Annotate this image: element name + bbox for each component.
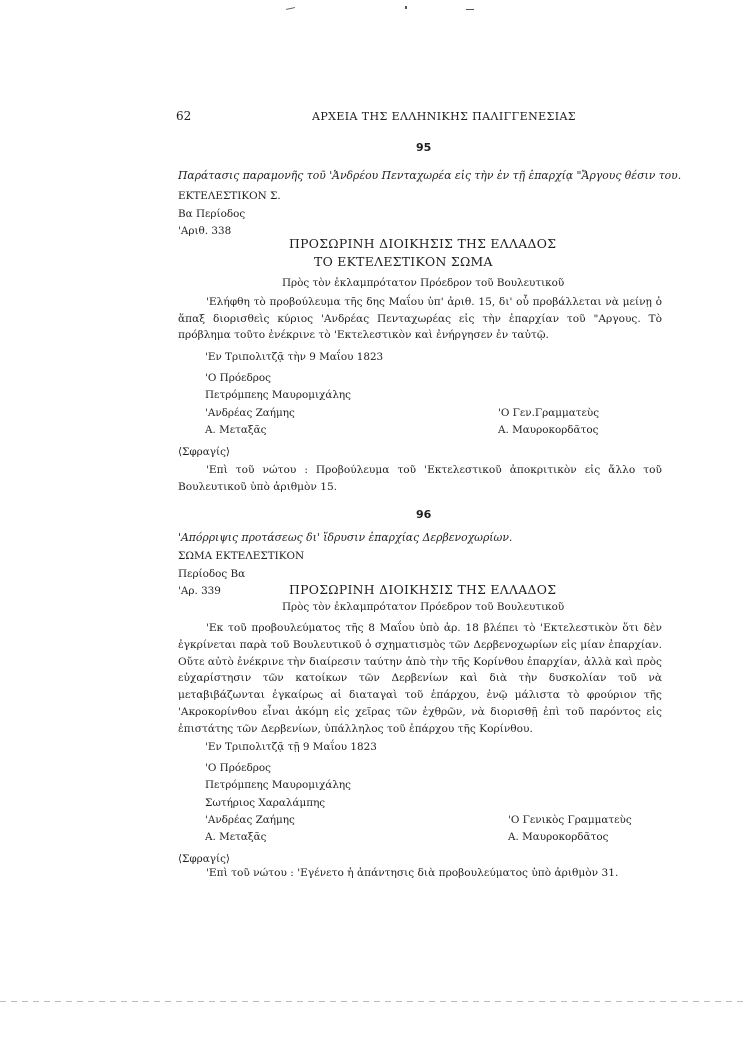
scan-mark <box>466 9 474 10</box>
addressee: Πρὸς τὸν ἐκλαμπρότατον Πρόεδρον τοῦ Βουλευτικοῦ <box>282 601 565 613</box>
body-text: 'Ελήφθη τὸ προβούλευμα τῆς δης Μαΐου ὑπ' ἀριθ. 15, δι' οὗ προβάλλεται νὰ μείνῃ ὁ ἅπαξ διορισθεὶς κύριος 'Ανδρέας Πενταχωρέας εἰς τὴν ἐπαρχίαν τοῦ "Αργους. Τὸ πρόβλημα τοῦτο ἐνέκρινε τὸ 'Εκτελεστικὸν καὶ ἐνήργησεν ἐν ταὐτῷ. <box>178 296 662 341</box>
period-line: Βα Περίοδος <box>178 208 246 220</box>
signatory-title: 'Ο Πρόεδρος <box>205 372 271 384</box>
document-number: 96 <box>416 508 432 521</box>
signatory-title: 'Ο Πρόεδρος <box>205 762 271 774</box>
verso-text: 'Επὶ τοῦ νώτου : Προβούλευμα τοῦ 'Εκτελεστικοῦ ἀποκριτικὸν εἰς ἄλλο τοῦ Βουλευτικοῦ ὑπὸ ἀριθμὸν 15. <box>178 464 662 493</box>
signatory-name: Πετρόμπεης Μαυρομιχάλης <box>205 779 351 791</box>
addressee: Πρὸς τὸν ἐκλαμπρότατον Πρόεδρον τοῦ Βουλευτικοῦ <box>282 277 565 289</box>
seal-note: ⟨Σφραγίς⟩ <box>178 853 230 865</box>
running-title: ΑΡΧΕΙΑ ΤΗΣ ΕΛΛΗΝΙΚΗΣ ΠΑΛΙΓΓΕΝΕΣΙΑΣ <box>312 110 576 123</box>
scan-mark <box>405 6 407 9</box>
signatory-name: Α. Μεταξᾶς <box>205 831 267 843</box>
document-summary: 'Απόρριψις προτάσεως δι' ἵδρυσιν ἐπαρχίας Δερβενοχωρίων. <box>178 531 513 544</box>
seal-note: ⟨Σφραγίς⟩ <box>178 446 230 458</box>
sender-line: ΣΩΜΑ ΕΚΤΕΛΕΣΤΙΚΟΝ <box>178 550 305 562</box>
signatory-name: Α. Μεταξᾶς <box>205 424 267 436</box>
secretary-title: 'Ο Γεν.Γραμματεὺς <box>498 407 600 419</box>
letter-body <box>178 620 662 738</box>
period-line: Περίοδος Βα <box>178 568 246 580</box>
reference-number: 'Αρ. 339 <box>178 585 221 597</box>
secretary-title: 'Ο Γενικὸς Γραμματεὺς <box>508 814 632 826</box>
signatory-name: 'Ανδρέας Ζαήμης <box>205 407 295 419</box>
heading: ΠΡΟΣΩΡΙΝΗ ΔΙΟΙΚΗΣΙΣ ΤΗΣ ΕΛΛΑΔΟΣ <box>289 236 557 251</box>
body-text: 'Εκ τοῦ προβουλεύματος τῆς 8 Μαΐου ὑπὸ ἀρ. 18 βλέπει τὸ 'Εκτελεστικὸν ὅτι δὲν ἐγκρίνεται παρὰ τοῦ Βουλευτικοῦ ὁ σχηματισμὸς τῶν Δερβενοχωρίων εἰς μίαν ἐπαρχίαν. Οὔτε αὐτὸ ἐνέκρινε τὴν διαίρεσιν ταύτην ἀπὸ τὴν τῆς Κορίνθου ἐπαρχίαν, ἀλλὰ καὶ πρὸς εὐχαρίστησιν τῶν κατοίκων τῶν Δερβενίων καὶ διὰ τὴν δυσκολίαν τοῦ νὰ μεταβιβάζωνται ἐγκαίρως αἱ διαταγαὶ τοῦ ἐπάρχου, ἐνῷ μάλιστα τὸ φρούριον τῆς 'Ακροκορίνθου εἶναι ἀκόμη εἰς χεῖρας τῶν ἐχθρῶν, νὰ διορισθῇ ἐπὶ τοῦ παρόντος εἰς ἐπιστάτης τῶν Δερβενίων, ὑπάλληλος τοῦ ἐπάρχου τῆς Κορίνθου. <box>178 622 662 735</box>
signatory-name: 'Ανδρέας Ζαήμης <box>205 814 295 826</box>
signatory-name: Πετρόμπεης Μαυρομιχάλης <box>205 389 351 401</box>
document-number: 95 <box>416 141 432 154</box>
place-date: 'Εν Τριπολιτζᾷ τὴν 9 Μαΐου 1823 <box>205 351 384 363</box>
place-date: 'Εν Τριπολιτζᾷ τῇ 9 Μαΐου 1823 <box>205 741 377 753</box>
sender-line: ΕΚΤΕΛΕΣΤΙΚΟΝ Σ. <box>178 190 281 202</box>
scan-line <box>0 1001 744 1002</box>
verso-note <box>178 865 662 882</box>
secretary-name: Α. Μαυροκορδᾶτος <box>508 831 609 843</box>
letter-body <box>178 294 662 344</box>
signatory-name: Σωτήριος Χαραλάμπης <box>205 797 326 809</box>
page-number: 62 <box>176 109 192 123</box>
heading: ΠΡΟΣΩΡΙΝΗ ΔΙΟΙΚΗΣΙΣ ΤΗΣ ΕΛΛΑΔΟΣ <box>289 582 557 597</box>
verso-text: 'Επὶ τοῦ νώτου : 'Εγένετο ἡ ἀπάντησις διὰ προβουλεύματος ὑπὸ ἀριθμὸν 31. <box>206 867 619 879</box>
reference-number: 'Αριθ. 338 <box>178 225 232 237</box>
subheading: ΤΟ ΕΚΤΕΛΕΣΤΙΚΟΝ ΣΩΜΑ <box>314 254 493 269</box>
document-summary: Παράτασις παραμονῆς τοῦ 'Ἀνδρέου Πενταχωρέα εἰς τὴν ἐν τῇ ἐπαρχίᾳ "Ἄργους θέσιν του. <box>178 169 682 182</box>
verso-note <box>178 462 662 495</box>
scan-mark <box>286 7 295 10</box>
secretary-name: Α. Μαυροκορδᾶτος <box>498 424 599 436</box>
